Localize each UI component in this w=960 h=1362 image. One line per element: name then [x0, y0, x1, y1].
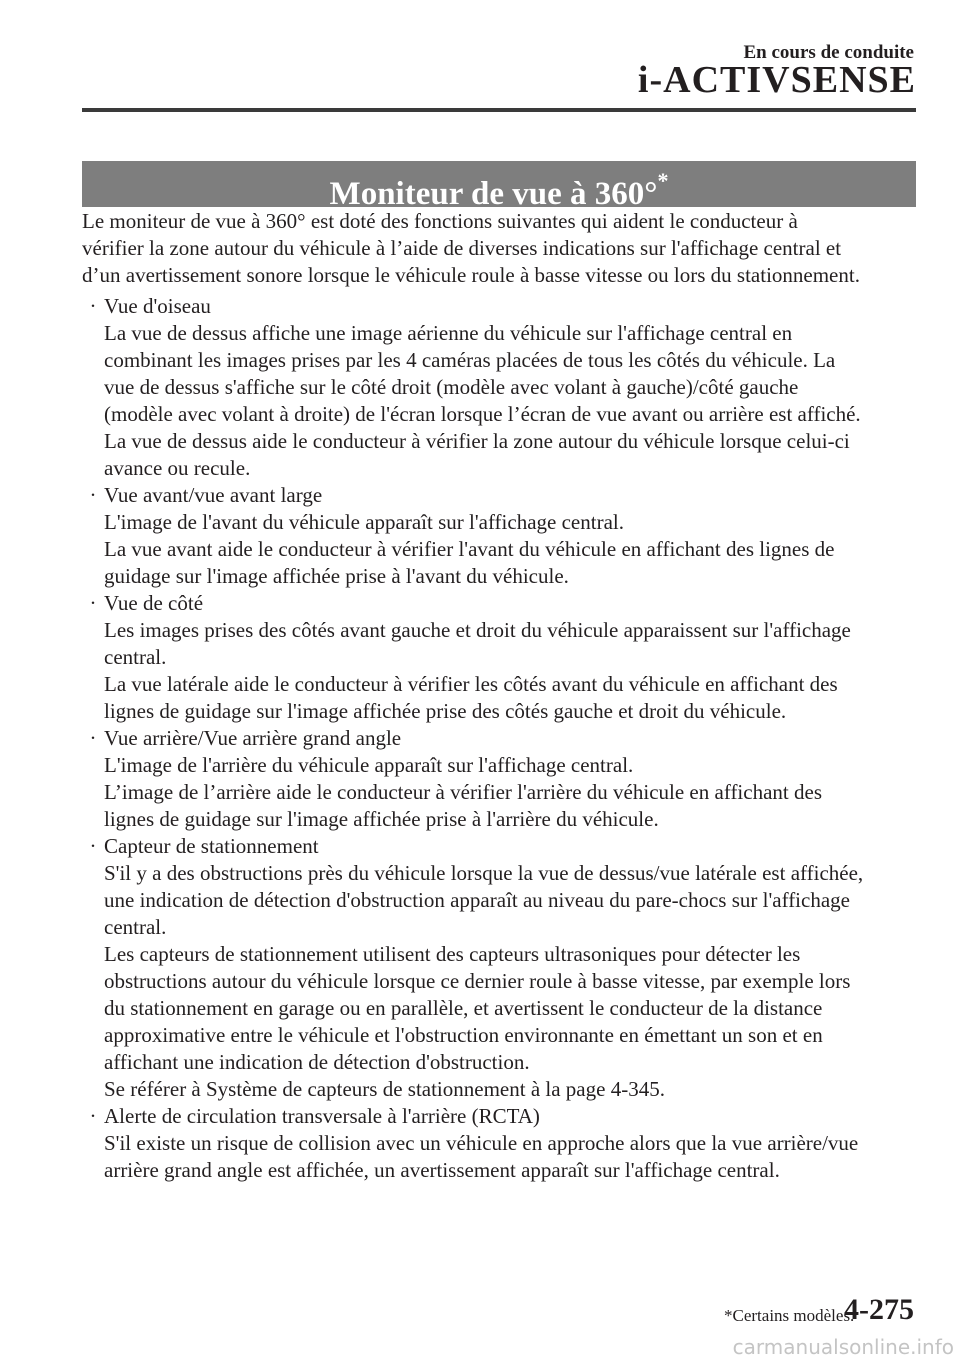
feature-description-line: une indication de détection d'obstruction apparaît au niveau du pare-chocs sur l'affichage: [104, 888, 850, 912]
feature-description-line: L'image de l'avant du véhicule apparaît sur l'affichage central.: [104, 510, 624, 534]
feature-description-line: guidage sur l'image affichée prise à l'avant du véhicule.: [104, 564, 569, 588]
feature-description-line: La vue de dessus affiche une image aérienne du véhicule sur l'affichage central en: [104, 321, 793, 345]
main-content: [82, 208, 922, 1184]
intro-line: vérifier la zone autour du véhicule à l’aide de diverses indications sur l'affichage central et: [82, 236, 842, 260]
page-title: Moniteur de vue à 360°: [329, 176, 658, 212]
watermark: carmanualsonline.info: [732, 1335, 954, 1359]
feature-item: [82, 293, 922, 482]
feature-description-line: Se référer à Système de capteurs de stationnement à la page 4-345.: [104, 1077, 665, 1101]
feature-heading: Vue avant/vue avant large: [104, 483, 323, 507]
feature-description-line: approximative entre le véhicule et l'obstruction environnante en émettant un son et en: [104, 1023, 823, 1047]
feature-description-line: (modèle avec volant à droite) de l'écran lorsque l’écran de vue avant ou arrière est affiché.: [104, 402, 861, 426]
feature-list: [82, 293, 922, 1184]
feature-item: [82, 833, 922, 1103]
feature-description-line: La vue de dessus aide le conducteur à vérifier la zone autour du véhicule lorsque celui-ci: [104, 429, 850, 453]
feature-heading: Capteur de stationnement: [104, 834, 319, 858]
feature-heading: Vue arrière/Vue arrière grand angle: [104, 726, 402, 750]
feature-description-line: avance ou recule.: [104, 456, 251, 480]
bullet-icon: ·: [89, 294, 97, 318]
section-heading: En cours de conduite: [743, 42, 914, 63]
chapter-title: i-ACTIVSENSE: [637, 59, 916, 101]
bullet-icon: ·: [89, 591, 97, 615]
feature-description-line: L'image de l'arrière du véhicule apparaît sur l'affichage central.: [104, 753, 634, 777]
feature-item: [82, 725, 922, 833]
footnote: *Certains modèles.: [724, 1306, 855, 1325]
feature-heading: Vue de côté: [104, 591, 204, 615]
feature-description-line: obstructions autour du véhicule lorsque ce dernier roule à basse vitesse, par exemple lors: [104, 969, 851, 993]
feature-description-line: central.: [104, 645, 167, 669]
page-number: 4-275: [844, 1293, 914, 1326]
feature-description-line: du stationnement en garage ou en parallèle, et avertissent le conducteur de la distance: [104, 996, 823, 1020]
intro-line: d’un avertissement sonore lorsque le véhicule roule à basse vitesse ou lors du stationnement.: [82, 263, 860, 287]
feature-description-line: vue de dessus s'affiche sur le côté droit (modèle avec volant à gauche)/côté gauche: [104, 375, 799, 399]
feature-description-line: L’image de l’arrière aide le conducteur à vérifier l'arrière du véhicule en affichant des: [104, 780, 822, 804]
feature-description-line: S'il y a des obstructions près du véhicule lorsque la vue de dessus/vue latérale est affichée,: [104, 861, 864, 885]
feature-item: [82, 482, 922, 590]
feature-description-line: lignes de guidage sur l'image affichée prise des côtés gauche et droit du véhicule.: [104, 699, 787, 723]
feature-item: [82, 1103, 922, 1184]
feature-heading: Vue d'oiseau: [104, 294, 211, 318]
intro-line: Le moniteur de vue à 360° est doté des fonctions suivantes qui aident le conducteur à: [82, 209, 798, 233]
bullet-icon: ·: [89, 834, 97, 858]
feature-description-line: S'il existe un risque de collision avec un véhicule en approche alors que la vue arrière/vue: [104, 1131, 859, 1155]
feature-description-line: Les capteurs de stationnement utilisent des capteurs ultrasoniques pour détecter les: [104, 942, 801, 966]
feature-description-line: central.: [104, 915, 167, 939]
feature-description-line: affichant une indication de détection d'obstruction.: [104, 1050, 530, 1074]
bullet-icon: ·: [89, 483, 97, 507]
bullet-icon: ·: [89, 726, 97, 750]
optional-equipment-marker: *: [657, 168, 669, 193]
feature-description-line: arrière grand angle est affichée, un avertissement apparaît sur l'affichage central.: [104, 1158, 780, 1182]
feature-item: [82, 590, 922, 725]
feature-description-line: combinant les images prises par les 4 caméras placées de tous les côtés du véhicule. La: [104, 348, 836, 372]
bullet-icon: ·: [89, 1104, 97, 1128]
feature-description-line: Les images prises des côtés avant gauche et droit du véhicule apparaissent sur l'affichage: [104, 618, 851, 642]
feature-description-line: La vue avant aide le conducteur à vérifier l'avant du véhicule en affichant des lignes de: [104, 537, 835, 561]
header-divider: [82, 108, 916, 112]
page-title-bar: [82, 161, 916, 212]
intro-paragraph: [82, 208, 922, 289]
feature-description-line: lignes de guidage sur l'image affichée prise à l'arrière du véhicule.: [104, 807, 659, 831]
feature-heading: Alerte de circulation transversale à l'arrière (RCTA): [104, 1104, 540, 1128]
feature-description-line: La vue latérale aide le conducteur à vérifier les côtés avant du véhicule en affichant des: [104, 672, 838, 696]
